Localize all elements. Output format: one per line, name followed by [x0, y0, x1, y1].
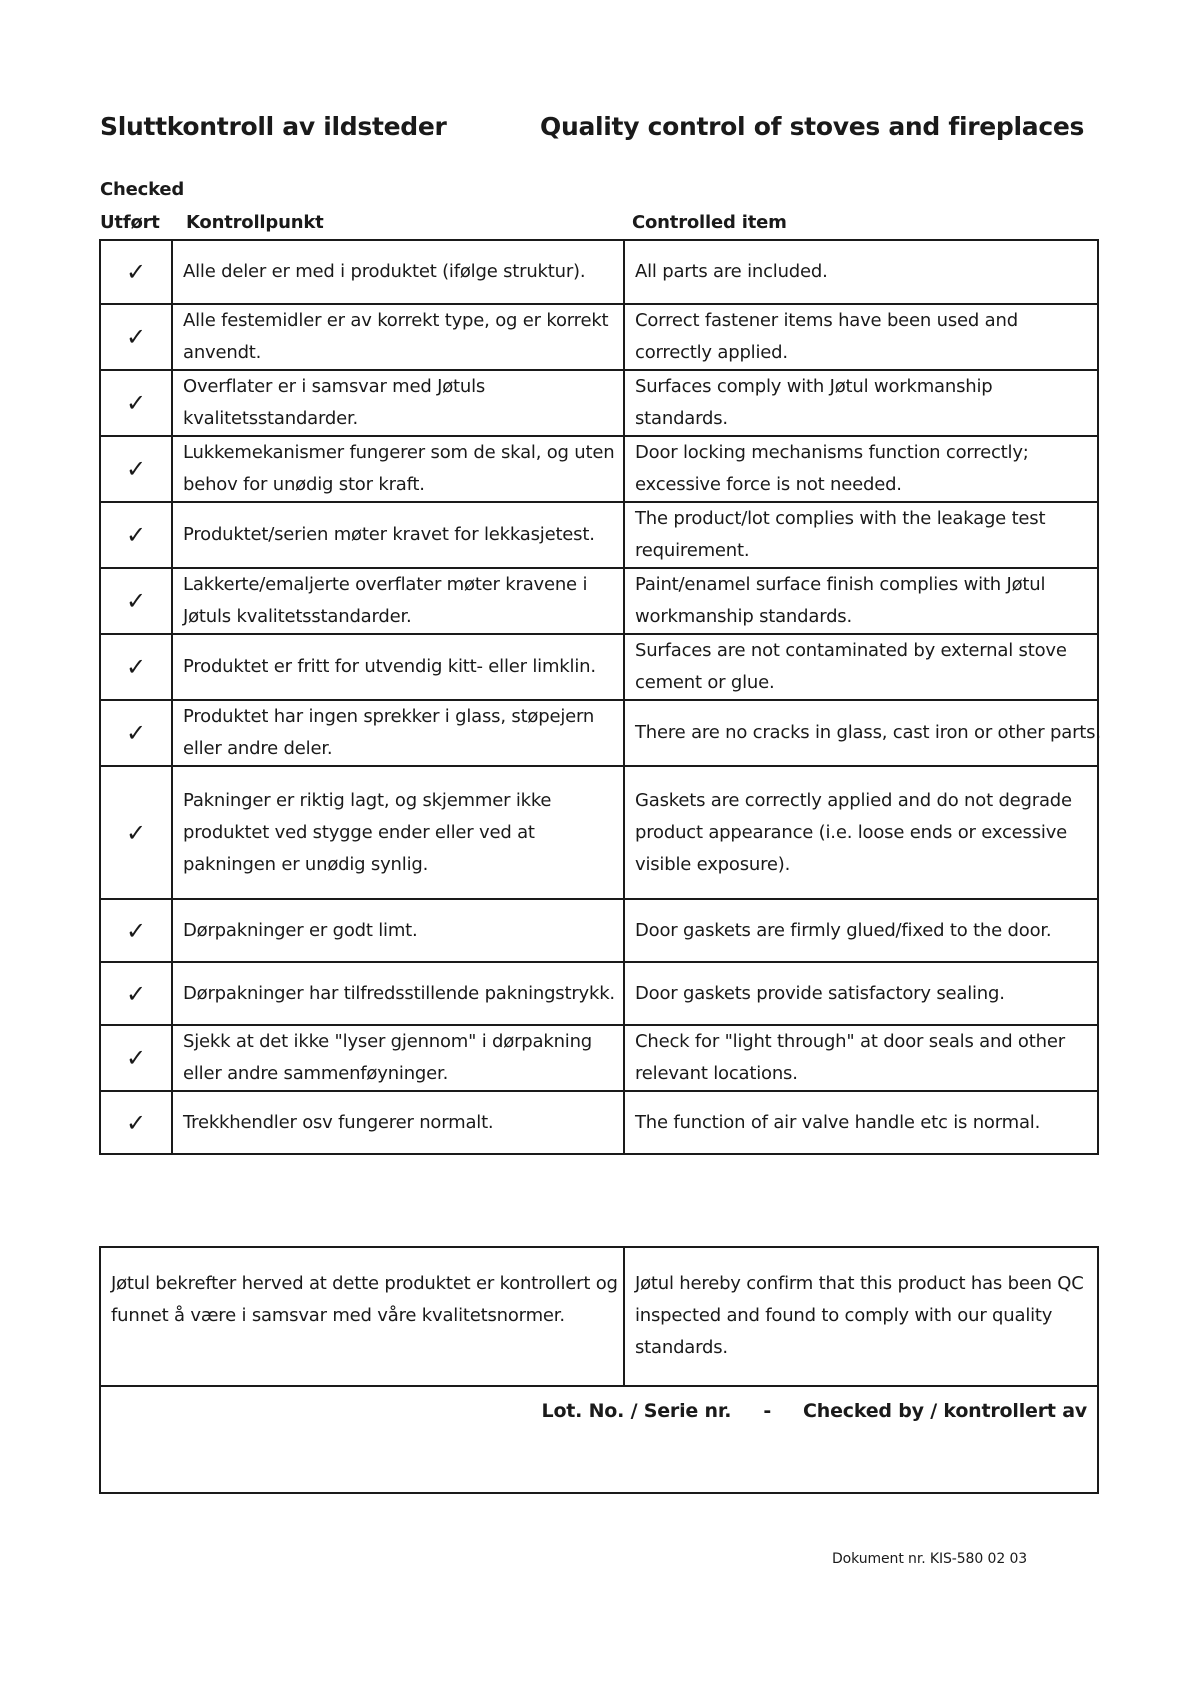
controlled-item-cell	[624, 899, 1098, 962]
cell-text-line: standards.	[635, 408, 728, 429]
table-row	[100, 962, 1098, 1025]
checkmark-icon: ✓	[100, 634, 172, 700]
cell-text-line: excessive force is not needed.	[635, 474, 902, 495]
checkmark-icon: ✓	[100, 1091, 172, 1154]
checkmark-icon: ✓	[100, 502, 172, 568]
cell-text-line: Paint/enamel surface finish complies with Jøtul	[635, 574, 1046, 595]
cell-text-line: Dørpakninger har tilfredsstillende pakningstrykk.	[183, 982, 615, 1004]
cell-text-line: There are no cracks in glass, cast iron or other parts.	[635, 722, 1101, 743]
cell-text-line: Overflater er i samsvar med Jøtuls	[183, 376, 486, 397]
confirmation-line: funnet å være i samsvar med våre kvalitetsnormer.	[111, 1305, 565, 1326]
cell-text-line: Produktet har ingen sprekker i glass, støpejern	[183, 706, 595, 727]
cell-text-line: anvendt.	[183, 342, 262, 363]
cell-text-line: correctly applied.	[635, 342, 788, 363]
cell-text-line: behov for unødig stor kraft.	[183, 474, 425, 495]
cell-text-line: Door locking mechanisms function correctly;	[635, 442, 1029, 463]
cell-text-line: eller andre deler.	[183, 738, 333, 759]
controlled-item-cell	[624, 1025, 1098, 1091]
cell-text-line: pakningen er unødig synlig.	[183, 853, 429, 875]
cell-text-line: Sjekk at det ikke "lyser gjennom" i dørpakning	[183, 1031, 593, 1052]
kontrollpunkt-cell	[172, 962, 624, 1025]
controlled-item-cell	[624, 304, 1098, 370]
confirmation-line: Jøtul hereby confirm that this product has been QC	[635, 1273, 1084, 1294]
confirmation-line: standards.	[635, 1337, 728, 1358]
controlled-item-cell	[624, 1091, 1098, 1154]
cell-text-line: relevant locations.	[635, 1063, 798, 1084]
kontrollpunkt-cell	[172, 700, 624, 766]
confirmation-line: Jøtul bekrefter herved at dette produktet er kontrollert og	[111, 1273, 618, 1294]
table-row	[100, 766, 1098, 899]
cell-text-line: workmanship standards.	[635, 606, 853, 627]
cell-text-line: The function of air valve handle etc is normal.	[635, 1111, 1041, 1133]
controlled-item-cell	[624, 240, 1098, 304]
controlled-item-cell	[624, 568, 1098, 634]
cell-text-line: Trekkhendler osv fungerer normalt.	[183, 1111, 494, 1133]
cell-text-line: Alle deler er med i produktet (ifølge struktur).	[183, 261, 586, 282]
confirmation-table	[99, 1246, 1099, 1494]
cell-text-line: Dørpakninger er godt limt.	[183, 919, 418, 941]
page-title-norwegian: Sluttkontroll av ildsteder	[100, 112, 447, 141]
signature-separator: -	[763, 1400, 771, 1422]
controlled-item-cell	[624, 436, 1098, 502]
confirmation-line: inspected and found to comply with our quality	[635, 1305, 1053, 1326]
cell-text-line: The product/lot complies with the leakage test	[635, 508, 1046, 529]
table-row	[100, 899, 1098, 962]
lot-number-label: Lot. No. / Serie nr.	[541, 1400, 732, 1422]
cell-text-line: requirement.	[635, 540, 750, 561]
cell-text-line: Door gaskets are firmly glued/fixed to the door.	[635, 919, 1052, 941]
kontrollpunkt-cell	[172, 634, 624, 700]
kontrollpunkt-cell	[172, 370, 624, 436]
controlled-item-cell	[624, 766, 1098, 899]
confirmation-text-english	[624, 1247, 1098, 1386]
cell-text-line: produktet ved stygge ender eller ved at	[183, 821, 535, 843]
cell-text-line: Alle festemidler er av korrekt type, og er korrekt	[183, 310, 609, 331]
cell-text-line: Surfaces are not contaminated by external stove	[635, 640, 1067, 661]
cell-text-line: eller andre sammenføyninger.	[183, 1063, 449, 1084]
checkmark-icon: ✓	[100, 304, 172, 370]
checkmark-icon: ✓	[100, 899, 172, 962]
checkmark-icon: ✓	[100, 240, 172, 304]
table-row	[100, 634, 1098, 700]
table-row	[100, 502, 1098, 568]
table-row	[100, 1025, 1098, 1091]
controlled-item-cell	[624, 502, 1098, 568]
kontrollpunkt-cell	[172, 436, 624, 502]
controlled-item-cell	[624, 700, 1101, 766]
cell-text-line: Gaskets are correctly applied and do not degrade	[635, 789, 1072, 811]
checkmark-icon: ✓	[100, 370, 172, 436]
table-row	[100, 304, 1098, 370]
cell-text-line: product appearance (i.e. loose ends or excessive	[635, 821, 1068, 843]
page-title-english: Quality control of stoves and fireplaces	[540, 112, 1085, 141]
controlled-item-cell	[624, 634, 1098, 700]
checkmark-icon: ✓	[100, 766, 172, 899]
cell-text-line: Jøtuls kvalitetsstandarder.	[183, 606, 412, 627]
signature-field[interactable]	[100, 1386, 1098, 1493]
controlled-item-cell	[624, 962, 1098, 1025]
table-row	[100, 568, 1098, 634]
cell-text-line: Correct fastener items have been used and	[635, 310, 1018, 331]
checkmark-icon: ✓	[100, 436, 172, 502]
checkmark-icon: ✓	[100, 700, 172, 766]
column-header-utfort: Utført	[100, 212, 160, 233]
cell-text-line: All parts are included.	[635, 261, 828, 282]
controlled-item-cell	[624, 370, 1098, 436]
cell-text-line: Check for "light through" at door seals and other	[635, 1031, 1065, 1052]
kontrollpunkt-cell	[172, 766, 624, 899]
table-row	[100, 700, 1098, 766]
cell-text-line: kvalitetsstandarder.	[183, 408, 359, 429]
cell-text-line: Produktet/serien møter kravet for lekkasjetest.	[183, 524, 595, 545]
kontrollpunkt-cell	[172, 240, 624, 304]
cell-text-line: Lakkerte/emaljerte overflater møter kravene i	[183, 574, 588, 595]
table-row	[100, 240, 1098, 304]
checked-by-label: Checked by / kontrollert av	[803, 1400, 1087, 1422]
cell-text-line: visible exposure).	[635, 853, 791, 875]
table-row	[100, 370, 1098, 436]
checkmark-icon: ✓	[100, 962, 172, 1025]
table-row	[100, 436, 1098, 502]
column-header-kontrollpunkt: Kontrollpunkt	[186, 212, 324, 233]
kontrollpunkt-cell	[172, 1091, 624, 1154]
column-header-checked: Checked	[100, 179, 185, 200]
confirmation-text-norwegian	[100, 1247, 624, 1386]
kontrollpunkt-cell	[172, 304, 624, 370]
kontrollpunkt-cell	[172, 568, 624, 634]
kontrollpunkt-cell	[172, 502, 624, 568]
cell-text-line: Door gaskets provide satisfactory sealing.	[635, 982, 1005, 1004]
cell-text-line: Surfaces comply with Jøtul workmanship	[635, 376, 993, 397]
document-number: Dokument nr. KIS-580 02 03	[832, 1551, 1028, 1567]
cell-text-line: cement or glue.	[635, 672, 775, 693]
kontrollpunkt-cell	[172, 1025, 624, 1091]
cell-text-line: Produktet er fritt for utvendig kitt- eller limklin.	[183, 656, 596, 677]
checkmark-icon: ✓	[100, 568, 172, 634]
cell-text-line: Lukkemekanismer fungerer som de skal, og uten	[183, 442, 615, 463]
kontrollpunkt-cell	[172, 899, 624, 962]
table-row	[100, 1091, 1098, 1154]
column-header-controlled-item: Controlled item	[632, 212, 787, 233]
quality-control-table	[99, 239, 1099, 1155]
cell-text-line: Pakninger er riktig lagt, og skjemmer ikke	[183, 789, 552, 811]
checkmark-icon: ✓	[100, 1025, 172, 1091]
